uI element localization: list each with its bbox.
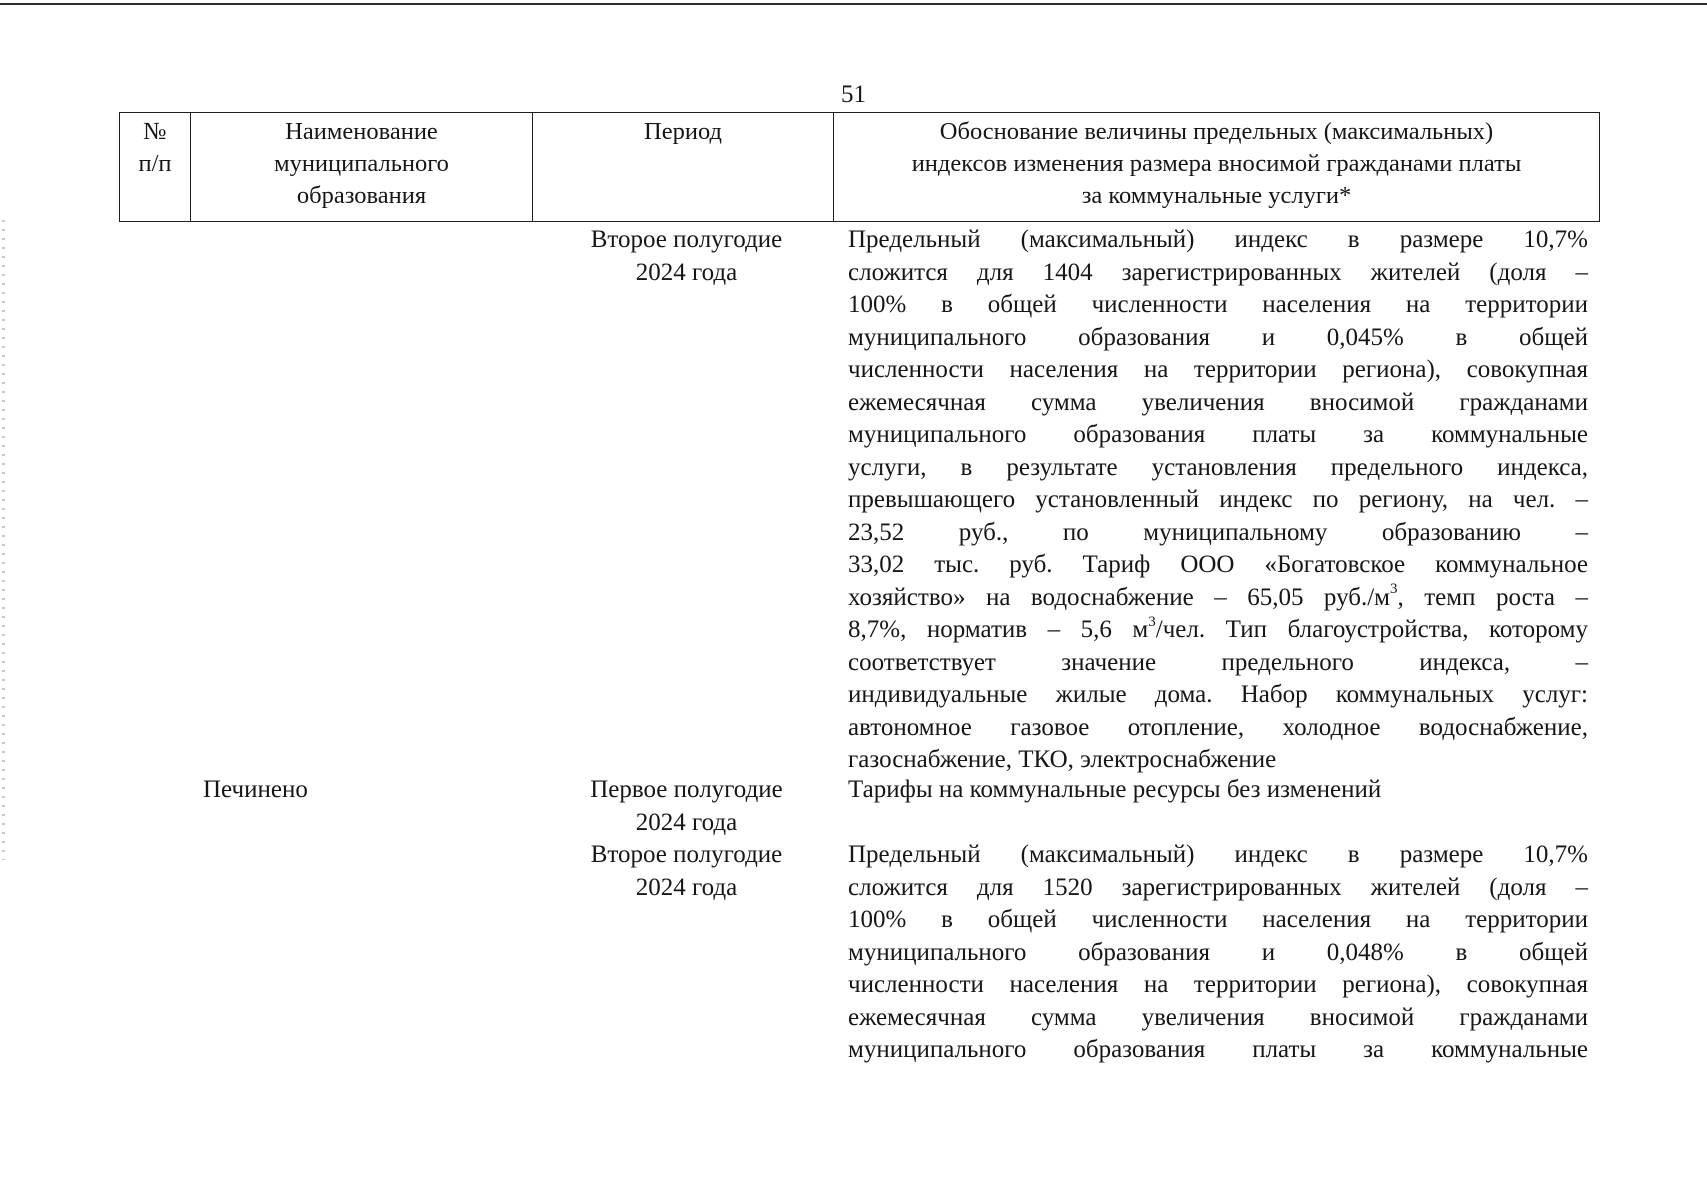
row-1-text-line: соответствует значение предельного индекса, – (848, 648, 1588, 676)
header-justification-line-2: индексов изменения размера вносимой гражданами платы (911, 150, 1522, 177)
header-municipality-line-1: Наименование (285, 118, 438, 145)
row-1-period-line-1: Второе полугодие (590, 226, 783, 253)
row-2-municipality: Печинено (203, 776, 308, 803)
row-3-text-line: муниципального образования и 0,048% в общей (848, 938, 1588, 966)
row-3-text-line: Предельный (максимальный) индекс в размере 10,7% (848, 841, 1588, 868)
row-2-text-line: Тарифы на коммунальные ресурсы без изменений (848, 776, 1382, 803)
header-justification (834, 113, 1600, 222)
scan-edge-noise (2, 220, 5, 860)
row-3-period-line-2: 2024 года (635, 873, 738, 901)
row-1-text-line: Предельный (максимальный) индекс в размере 10,7% (848, 226, 1588, 253)
row-3-text-line: 100% в общей численности населения на территории (848, 906, 1588, 933)
header-municipality-line-2: муниципального (274, 150, 449, 177)
row-1-text-line: муниципального образования платы за коммунальные (848, 421, 1588, 448)
superscript-3: 3 (1148, 613, 1156, 630)
row-1-text-line: сложится для 1404 зарегистрированных жителей (доля – (848, 258, 1588, 286)
row-1-text-line-water-tariff (848, 582, 1588, 615)
row-3-text-line: сложится для 1520 зарегистрированных жителей (доля – (848, 873, 1588, 901)
header-justification-line-1: Обоснование величины предельных (максимальных) (939, 118, 1494, 145)
row-1-period-line-2: 2024 года (635, 258, 738, 286)
row-1-text-line: услуги, в результате установления предельного индекса, (848, 453, 1588, 481)
row-1-text-line-norm (848, 614, 1588, 647)
row-2-justification (848, 774, 1588, 807)
improvement-type-text: /чел. Тип благоустройства, которому (1155, 616, 1588, 643)
header-period-label: Период (644, 118, 722, 145)
table-header (119, 112, 1600, 222)
header-number (120, 113, 191, 222)
header-justification-line-3: за коммунальные услуги* (1081, 182, 1352, 209)
row-1-text-line: газоснабжение, ТКО, электроснабжение (848, 746, 1277, 773)
row-2-period-line-1: Первое полугодие (590, 776, 783, 803)
header-period (533, 113, 834, 222)
row-1-text-line: муниципального образования и 0,045% в общей (848, 323, 1588, 351)
header-number-line-2: п/п (138, 150, 172, 177)
row-1-justification (848, 224, 1588, 777)
row-3-text-line: численности населения на территории региона), совокупная (848, 971, 1588, 998)
header-municipality-line-3: образования (296, 182, 427, 209)
norm-text: 8,7%, норматив – 5,6 м (848, 616, 1149, 643)
row-1-text-line: ежемесячная сумма увеличения вносимой гражданами (848, 388, 1588, 416)
row-3-text-line: ежемесячная сумма увеличения вносимой гражданами (848, 1003, 1588, 1031)
row-1-text-line: численности населения на территории региона), совокупная (848, 356, 1588, 383)
row-3-period-line-1: Второе полугодие (590, 841, 783, 868)
growth-rate-text: , темп роста – (1397, 583, 1588, 611)
row-1-text-line: превышающего установленный индекс по региону, на чел. – (848, 486, 1588, 513)
row-2-period-line-2: 2024 года (635, 808, 738, 836)
scan-border-line (0, 3, 1707, 5)
row-2-period (545, 774, 828, 839)
row-1-text-line: 33,02 тыс. руб. Тариф ООО «Богатовское коммунальное (848, 551, 1588, 578)
row-1-text-line: индивидуальные жилые дома. Набор коммунальных услуг: (848, 681, 1588, 708)
header-municipality (191, 113, 533, 222)
row-1-period (545, 224, 828, 289)
header-number-line-1: № (143, 118, 167, 145)
superscript-3: 3 (1390, 581, 1398, 598)
water-tariff-text: хозяйство» на водоснабжение – 65,05 руб./м (848, 583, 1391, 611)
row-3-text-line: муниципального образования платы за коммунальные (848, 1036, 1588, 1063)
row-1-text-line: 23,52 руб., по муниципальному образованию – (848, 518, 1588, 546)
row-1-text-line: автономное газовое отопление, холодное водоснабжение, (848, 713, 1588, 741)
row-1-text-line: 100% в общей численности населения на территории (848, 291, 1588, 318)
row-3-justification (848, 839, 1588, 1067)
row-3-period (545, 839, 828, 904)
page-number: 51 (841, 81, 866, 108)
